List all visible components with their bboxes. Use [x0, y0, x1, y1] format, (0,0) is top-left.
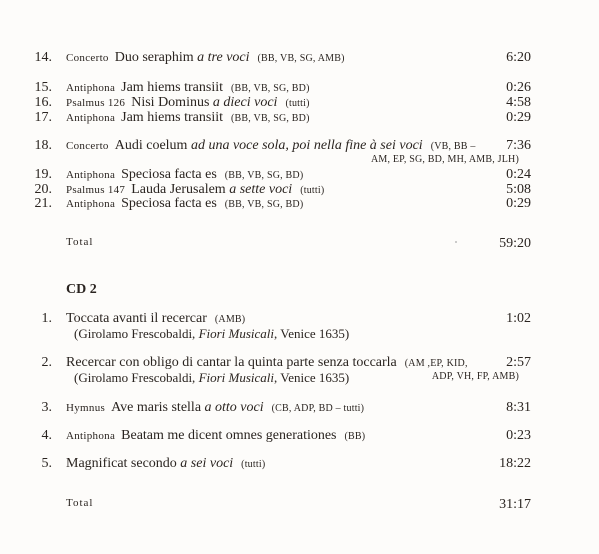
print-speck — [455, 241, 457, 243]
track-duration: 6:20 — [506, 50, 531, 65]
track-title: Beatam me dicent omnes generationes — [121, 428, 337, 443]
track-duration: 2:57 — [506, 355, 531, 370]
track-performers: (BB, VB, SG, BD) — [231, 113, 310, 124]
track-duration: 0:24 — [506, 167, 531, 182]
total-duration: 59:20 — [499, 236, 531, 251]
track-title-italic: a sette voci — [229, 182, 293, 197]
track-duration: 4:58 — [506, 95, 531, 110]
track-title-italic: ad una voce sola, poi nella fine à sei voci — [190, 138, 423, 153]
track-duration: 5:08 — [506, 182, 531, 197]
total-label: Total — [66, 497, 94, 509]
source-collection: Fiori Musicali — [198, 326, 275, 341]
track-performers: (BB, VB, SG, BD) — [224, 199, 304, 210]
track-number: 17. — [34, 110, 52, 125]
track-row — [0, 50, 599, 70]
track-performers: (tutti) — [300, 185, 325, 196]
track-number: 19. — [34, 167, 52, 182]
track-title: Ave maris stella — [111, 400, 202, 415]
track-duration: 0:23 — [506, 428, 531, 443]
track-kind: Concerto — [66, 140, 109, 152]
section-heading-row — [0, 282, 599, 302]
total-row — [0, 497, 599, 517]
track-kind: Antiphona — [66, 112, 116, 124]
source-collection: Fiori Musicali — [198, 370, 275, 385]
track-kind: Hymnus — [66, 402, 106, 414]
track-title: Jam hiems transiit — [121, 80, 224, 95]
track-duration: 1:02 — [506, 311, 531, 326]
track-kind: Concerto — [66, 52, 109, 64]
track-source — [74, 326, 349, 342]
track-number: 18. — [34, 138, 52, 153]
track-title-italic: a sei voci — [180, 456, 234, 471]
track-title: Speciosa facta es — [121, 196, 217, 211]
track-kind: Antiphona — [66, 82, 116, 94]
source-composer: (Girolamo Frescobaldi, — [74, 370, 199, 385]
track-number: 15. — [34, 80, 52, 95]
source-publication: , Venice 1635) — [274, 326, 350, 341]
track-kind: Psalmus 147 — [66, 184, 126, 196]
track-number: 5. — [41, 456, 52, 471]
track-title: Lauda Jerusalem — [131, 182, 226, 197]
track-title-italic: a dieci voci — [212, 95, 278, 110]
track-performers: (BB, VB, SG, BD) — [231, 83, 310, 94]
track-source — [74, 370, 349, 386]
total-label: Total — [66, 236, 94, 248]
track-number: 14. — [34, 50, 52, 65]
track-number: 1. — [41, 311, 52, 326]
track-title: Speciosa facta es — [121, 167, 217, 182]
track-kind: Antiphona — [66, 430, 116, 442]
track-performers: (tutti) — [241, 459, 266, 470]
cd-heading: CD 2 — [66, 282, 97, 297]
track-kind: Antiphona — [66, 169, 116, 181]
track-row — [0, 456, 599, 476]
track-kind: Psalmus 126 — [66, 97, 126, 109]
track-number: 20. — [34, 182, 52, 197]
track-row — [0, 400, 599, 420]
track-number: 2. — [41, 355, 52, 370]
total-duration: 31:17 — [499, 497, 531, 512]
track-performers: (BB) — [344, 431, 366, 442]
track-source-row — [0, 326, 599, 346]
track-performers: (tutti) — [285, 98, 310, 109]
track-performers: (BB, VB, SG, AMB) — [257, 53, 345, 64]
track-title: Audi coelum — [114, 138, 188, 153]
track-title-italic: a tre voci — [197, 50, 250, 65]
track-number: 16. — [34, 95, 52, 110]
track-number: 4. — [41, 428, 52, 443]
track-duration: 0:29 — [506, 110, 531, 125]
track-performers: (BB, VB, SG, BD) — [224, 170, 304, 181]
track-duration: 8:31 — [506, 400, 531, 415]
track-duration: 0:26 — [506, 80, 531, 95]
track-row — [0, 110, 599, 130]
track-duration: 18:22 — [499, 456, 531, 471]
track-duration: 0:29 — [506, 196, 531, 211]
source-publication: , Venice 1635) — [274, 370, 350, 385]
track-performers: (AMB) — [214, 314, 246, 325]
track-title: Magnificat secondo — [66, 456, 177, 471]
track-source-row — [0, 370, 599, 390]
track-title: Nisi Dominus — [131, 95, 210, 110]
track-performers-continued: AM, EP, SG, BD, MH, AMB, JLH) — [370, 154, 519, 165]
total-row — [0, 236, 599, 256]
track-row — [0, 196, 599, 216]
track-performers: (VB, BB – — [430, 141, 476, 152]
track-title: Jam hiems transiit — [121, 110, 224, 125]
track-title-italic: a otto voci — [204, 400, 264, 415]
source-composer: (Girolamo Frescobaldi, — [74, 326, 199, 341]
track-row — [0, 428, 599, 448]
track-number: 3. — [41, 400, 52, 415]
track-title: Recercar con obligo di cantar la quinta parte senza toccarla — [66, 355, 397, 370]
track-performers-continued: ADP, VH, FP, AMB) — [431, 371, 519, 382]
track-title: Duo seraphim — [114, 50, 194, 65]
track-title: Toccata avanti il recercar — [66, 311, 207, 326]
track-kind: Antiphona — [66, 198, 116, 210]
track-performers: (AM ,EP, KID, — [404, 358, 468, 369]
track-performers: (CB, ADP, BD – tutti) — [271, 403, 365, 414]
track-duration: 7:36 — [506, 138, 531, 153]
track-number: 21. — [34, 196, 52, 211]
